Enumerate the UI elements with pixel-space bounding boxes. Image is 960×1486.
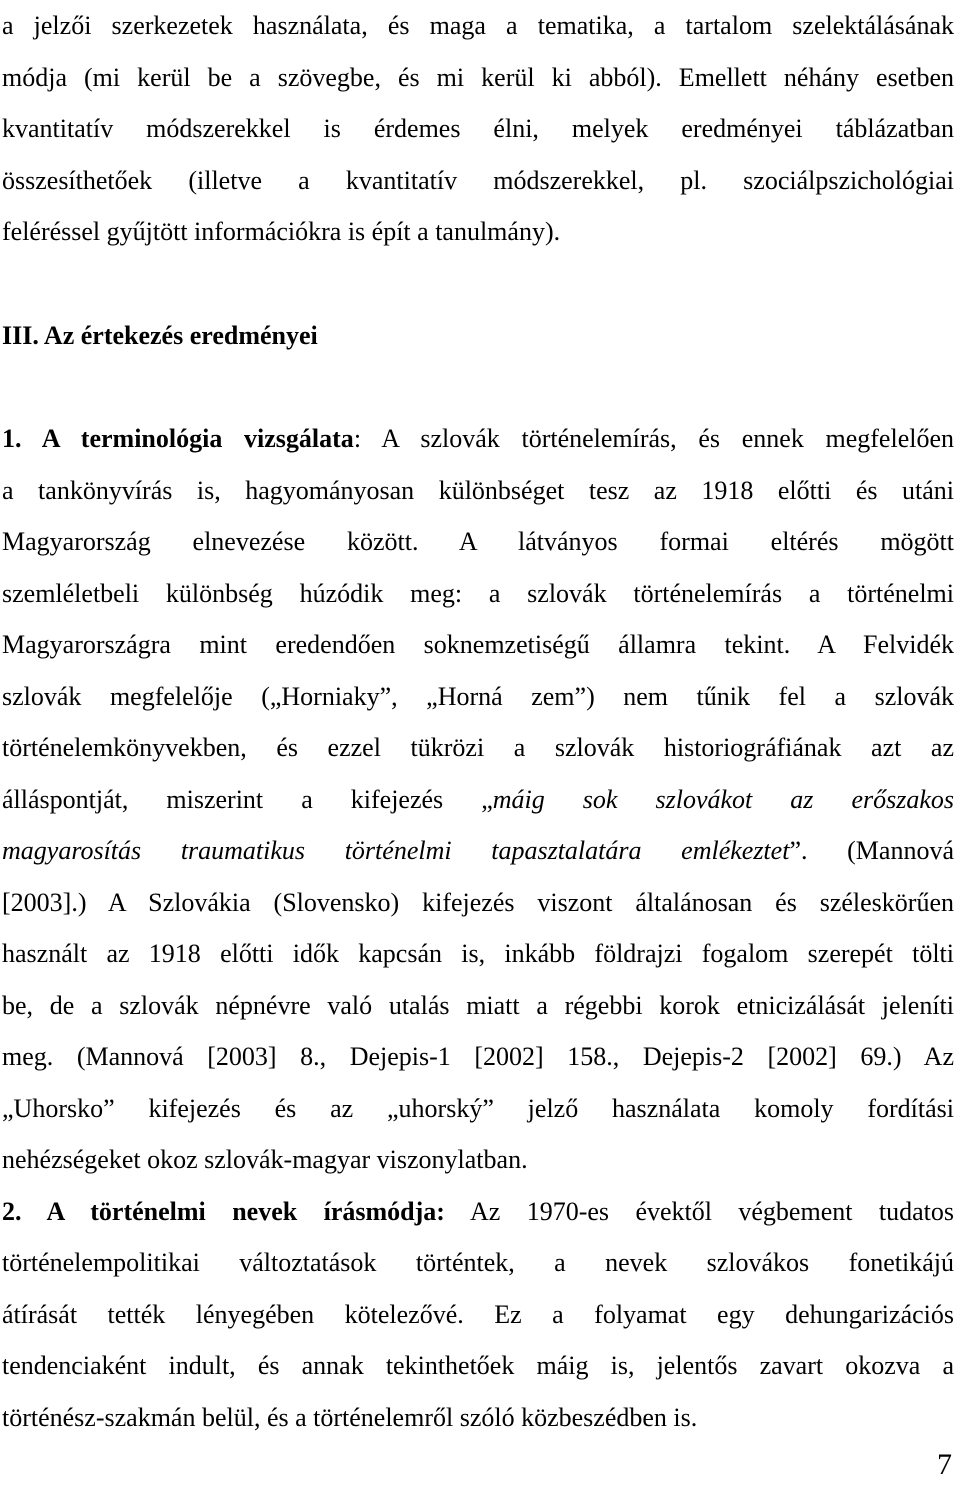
text-line: meg. (Mannová [2003] 8., Dejepis-1 [2002] 158., Dejepis-2 [2002] 69.) Az	[2, 1042, 954, 1071]
text-line: használt az 1918 előtti idők kapcsán is, inkább földrajzi fogalom szerepét tölti	[2, 939, 954, 968]
text-line: feléréssel gyűjtött információkra is épít a tanulmány).	[2, 217, 561, 246]
item-1-paragraph	[2, 413, 954, 1186]
text-line	[2, 825, 954, 877]
item-1-lead: 1. A terminológia vizsgálata	[2, 424, 354, 453]
text-line: szlovák megfelelője („Horniaky”, „Horná zem”) nem tűnik fel a szlovák	[2, 681, 954, 711]
text-line	[2, 1186, 954, 1238]
text-line: nehézségeket okoz szlovák-magyar viszonylatban.	[2, 1145, 528, 1174]
document-page	[2, 0, 954, 1443]
text-line: szemléletbeli különbség húzódik meg: a szlovák történelemírás a történelmi	[2, 578, 954, 608]
text-line: a tankönyvírás is, hagyományosan különbséget tesz az 1918 előtti és utáni	[2, 475, 954, 505]
page-number: 7	[937, 1448, 952, 1481]
text-line: módja (mi kerül be a szövegbe, és mi kerül ki abból). Emellett néhány esetben	[2, 62, 954, 92]
text-line: történelemkönyvekben, és ezzel tükrözi a szlovák historiográfiának azt az	[2, 733, 954, 762]
text-line: be, de a szlovák népnévre való utalás miatt a régebbi korok etnicizálását jeleníti	[2, 990, 954, 1020]
text-line: Magyarország elnevezése között. A látványos formai eltérés mögött	[2, 527, 954, 556]
text-line: történelempolitikai változtatások történtek, a nevek szlovákos fonetikájú	[2, 1248, 954, 1277]
intro-paragraph	[2, 0, 954, 258]
text-line: Magyarországra mint eredendően soknemzetiségű államra tekint. A Felvidék	[2, 630, 954, 659]
text-span: ”. (Mannová	[789, 836, 954, 865]
item-2-paragraph	[2, 1186, 954, 1444]
quotation-italic: magyarosítás traumatikus történelmi tapasztalatára emlékeztet	[2, 836, 790, 865]
text-line: tendenciaként indult, és annak tekinthetőek máig is, jelentős zavart okozva a	[2, 1351, 954, 1380]
text-line: kvantitatív módszerekkel is érdemes élni, melyek eredményei táblázatban	[2, 114, 954, 143]
text-span: álláspontját, miszerint a kifejezés „	[2, 784, 493, 814]
text-line: „Uhorsko” kifejezés és az „uhorský” jelző használata komoly fordítási	[2, 1093, 954, 1123]
text-line: átírását tették lényegében kötelezővé. Ez a folyamat egy dehungarizációs	[2, 1299, 954, 1329]
item-2-lead: 2. A történelmi nevek írásmódja:	[2, 1196, 445, 1226]
text-line: történész-szakmán belül, és a történelemről szóló közbeszédben is.	[2, 1402, 698, 1432]
text-line: összesíthetőek (illetve a kvantitatív módszerekkel, pl. szociálpszichológiai	[2, 165, 954, 195]
text-span: : A szlovák történelemírás, és ennek megfelelően	[353, 424, 955, 453]
text-line	[2, 774, 954, 826]
text-line: a jelzői szerkezetek használata, és maga a tematika, a tartalom szelektálásának	[2, 11, 954, 40]
text-line: [2003].) A Szlovákia (Slovensko) kifejezés viszont általánosan és széleskörűen	[2, 887, 954, 917]
text-line	[2, 413, 954, 465]
section-heading: III. Az értekezés eredményei	[2, 320, 318, 350]
text-span: Az 1970-es évektől végbement tudatos	[444, 1196, 954, 1226]
quotation-italic: máig sok szlovákot az erőszakos	[492, 784, 955, 814]
